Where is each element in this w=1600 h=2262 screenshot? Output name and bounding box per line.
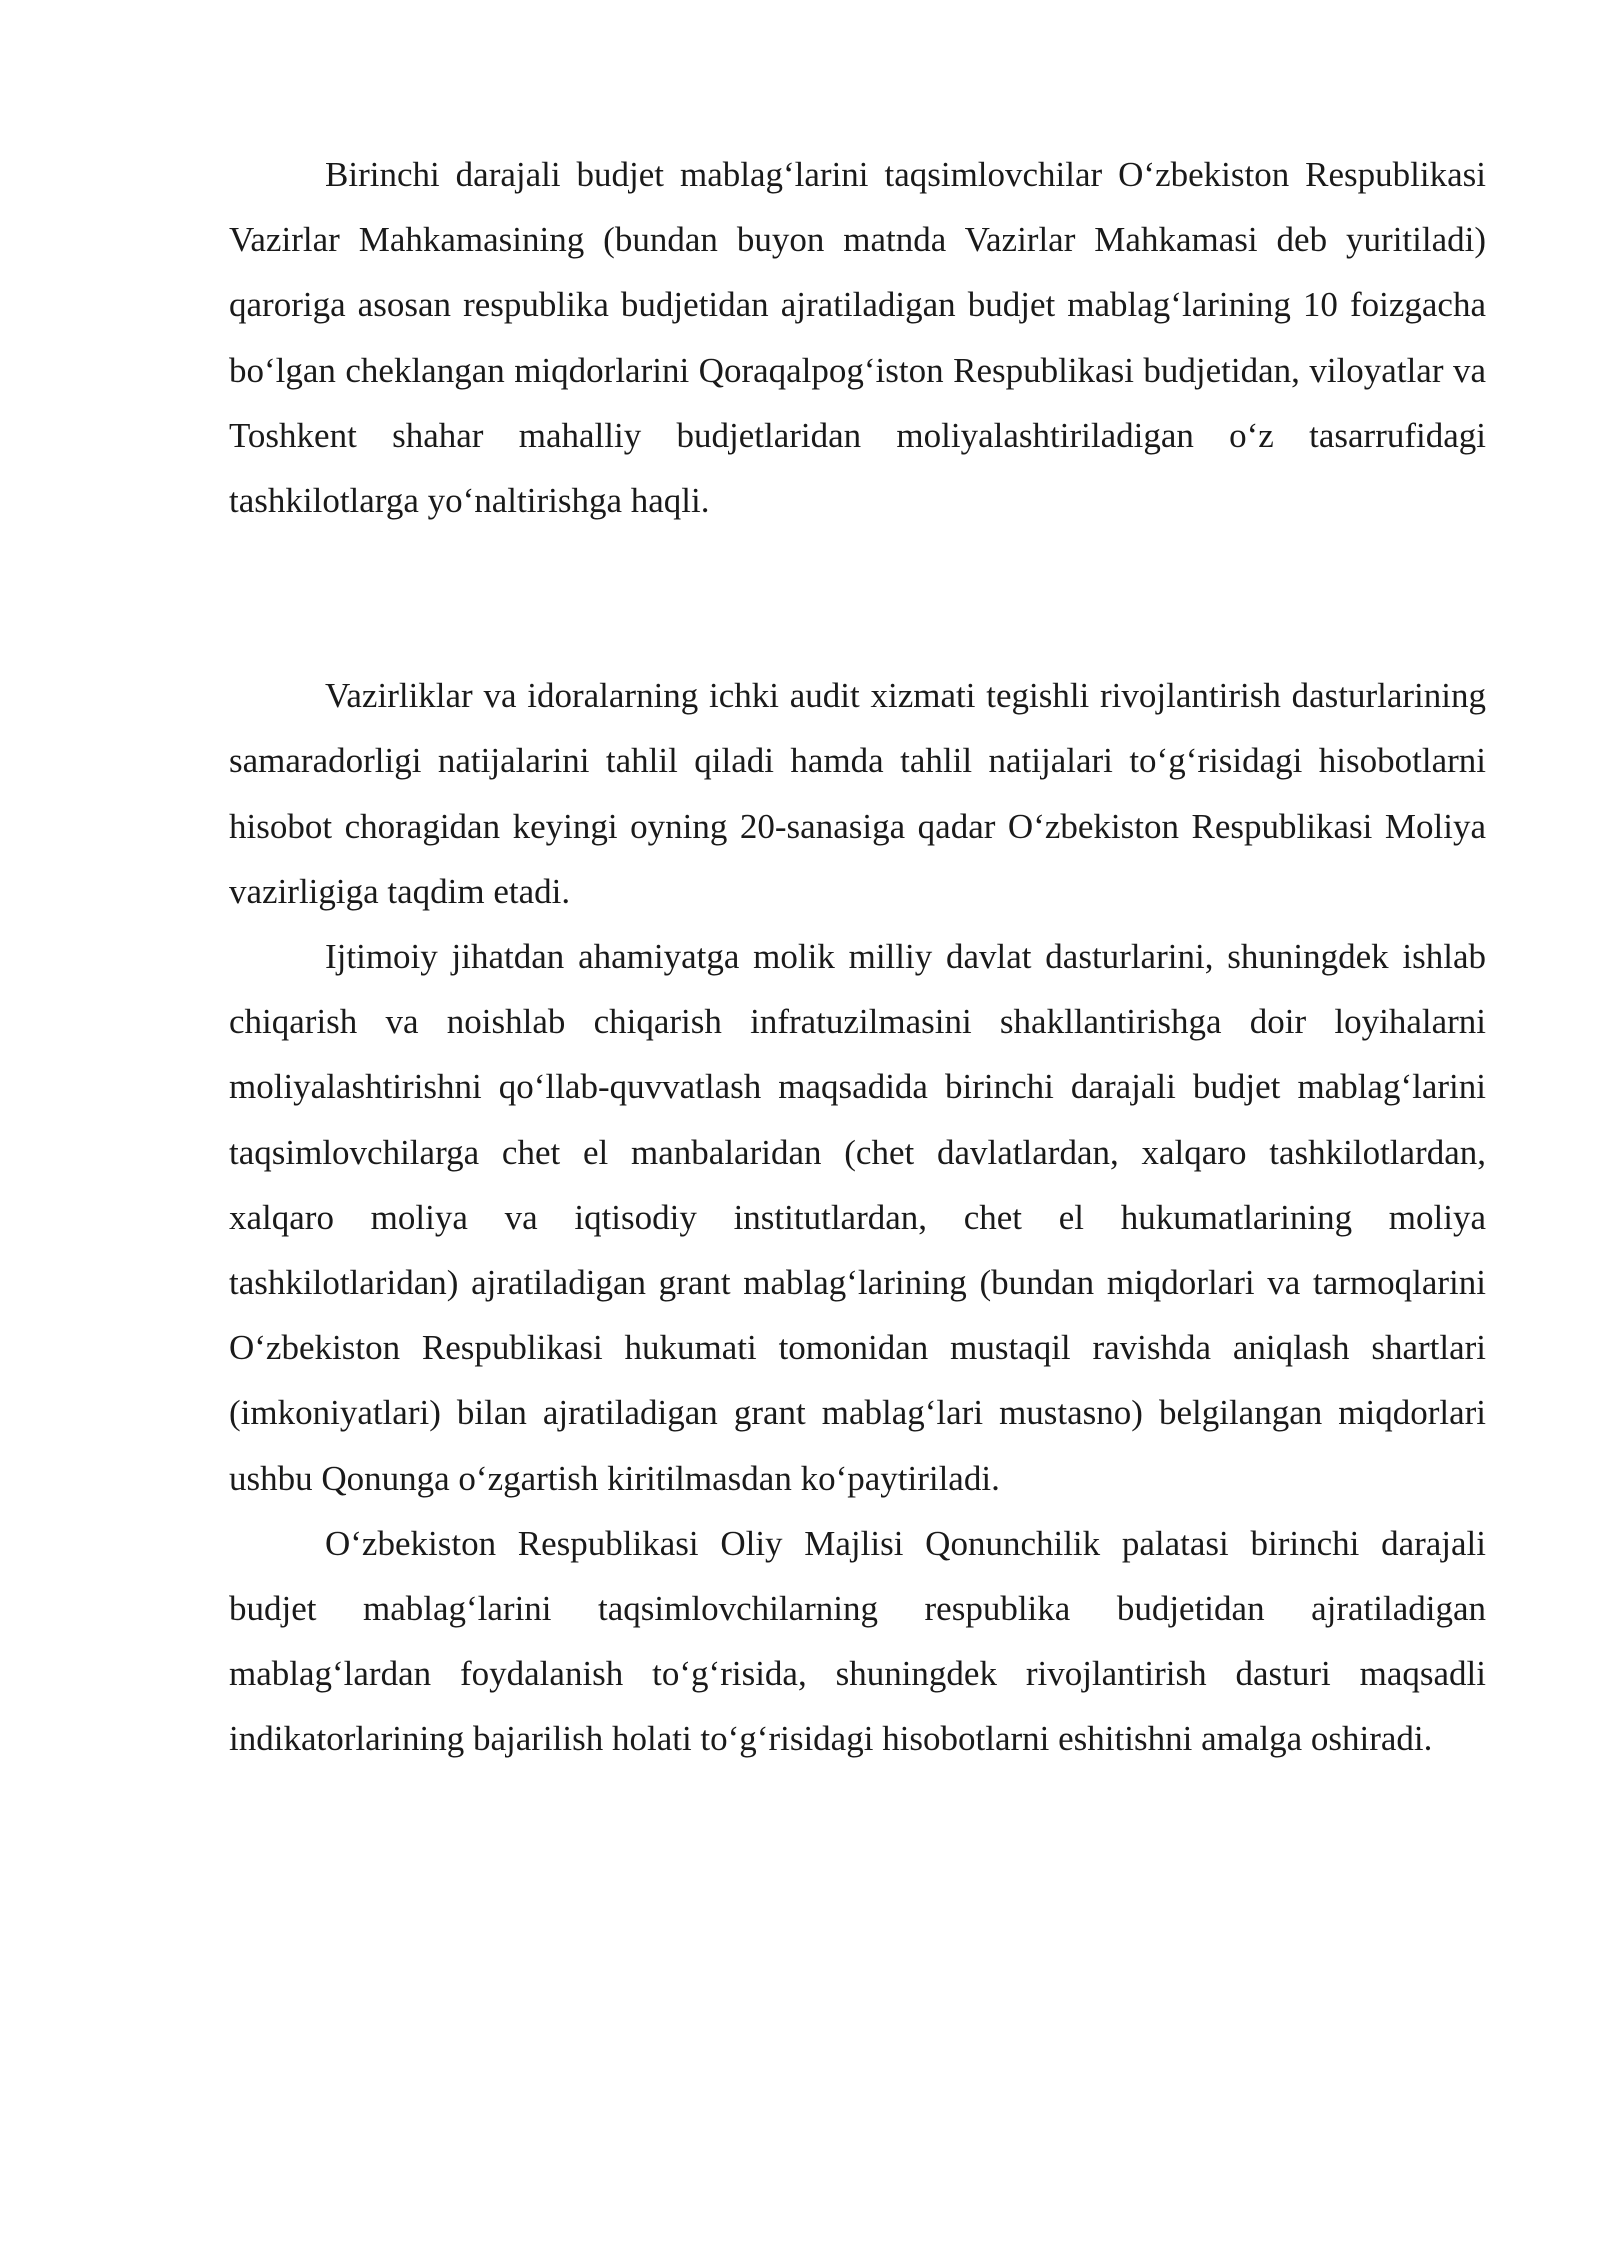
paragraph-spacer — [229, 533, 1486, 663]
paragraph-1: Birinchi darajali budjet mablag‘larini taqsimlovchilar O‘zbekiston Respublikasi Vazirlar Mahkamasining (bundan buyon matnda Vazirlar Mahkamasi deb yuritiladi) qaroriga asosan respublika budjetidan ajratiladigan budjet mablag‘larining 10 foizgacha bo‘lgan cheklangan miqdorlarini Qoraqalpog‘iston Respublikasi budjetidan, viloyatlar va Toshkent shahar mahalliy budjetlaridan moliyalashtiriladigan o‘z tasarrufidagi tashkilotlarga yo‘naltirishga haqli. — [229, 155, 1486, 521]
paragraph-4: O‘zbekiston Respublikasi Oliy Majlisi Qonunchilik palatasi birinchi darajali budjet mablag‘larini taqsimlovchilarning respublika budjetidan ajratiladigan mablag‘lardan foydalanish to‘g‘risida, shuningdek rivojlantirish dasturi maqsadli indikatorlarining bajarilish holati to‘g‘risidagi hisobotlarni eshitishni amalga oshiradi. — [229, 1523, 1486, 1759]
paragraph-2: Vazirliklar va idoralarning ichki audit xizmati tegishli rivojlantirish dasturlarining samaradorligi natijalarini tahlil qiladi hamda tahlil natijalari to‘g‘risidagi hisobotlarni hisobot choragidan keyingi oyning 20-sanasiga qadar O‘zbekiston Respublikasi Moliya vazirligiga taqdim etadi. — [229, 676, 1486, 911]
paragraph-3: Ijtimoiy jihatdan ahamiyatga molik milliy davlat dasturlarini, shuningdek ishlab chiqarish va noishlab chiqarish infratuzilmasini shakllantirishga doir loyihalarni moliyalashtirishni qo‘llab-quvvatlash maqsadida birinchi darajali budjet mablag‘larini taqsimlovchilarga chet el manbalaridan (chet davlatlardan, xalqaro tashkilotlardan, xalqaro moliya va iqtisodiy institutlardan, chet el hukumatlarining moliya tashkilotlaridan) ajratiladigan grant mablag‘larining (bundan miqdorlari va tarmoqlarini O‘zbekiston Respublikasi hukumati tomonidan mustaqil ravishda aniqlash shartlari (imkoniyatlari) bilan ajratiladigan grant mablag‘lari mustasno) belgilangan miqdorlari ushbu Qonunga o‘zgartish kiritilmasdan ko‘paytiriladi. — [229, 937, 1486, 1498]
document-body — [229, 142, 1486, 1772]
